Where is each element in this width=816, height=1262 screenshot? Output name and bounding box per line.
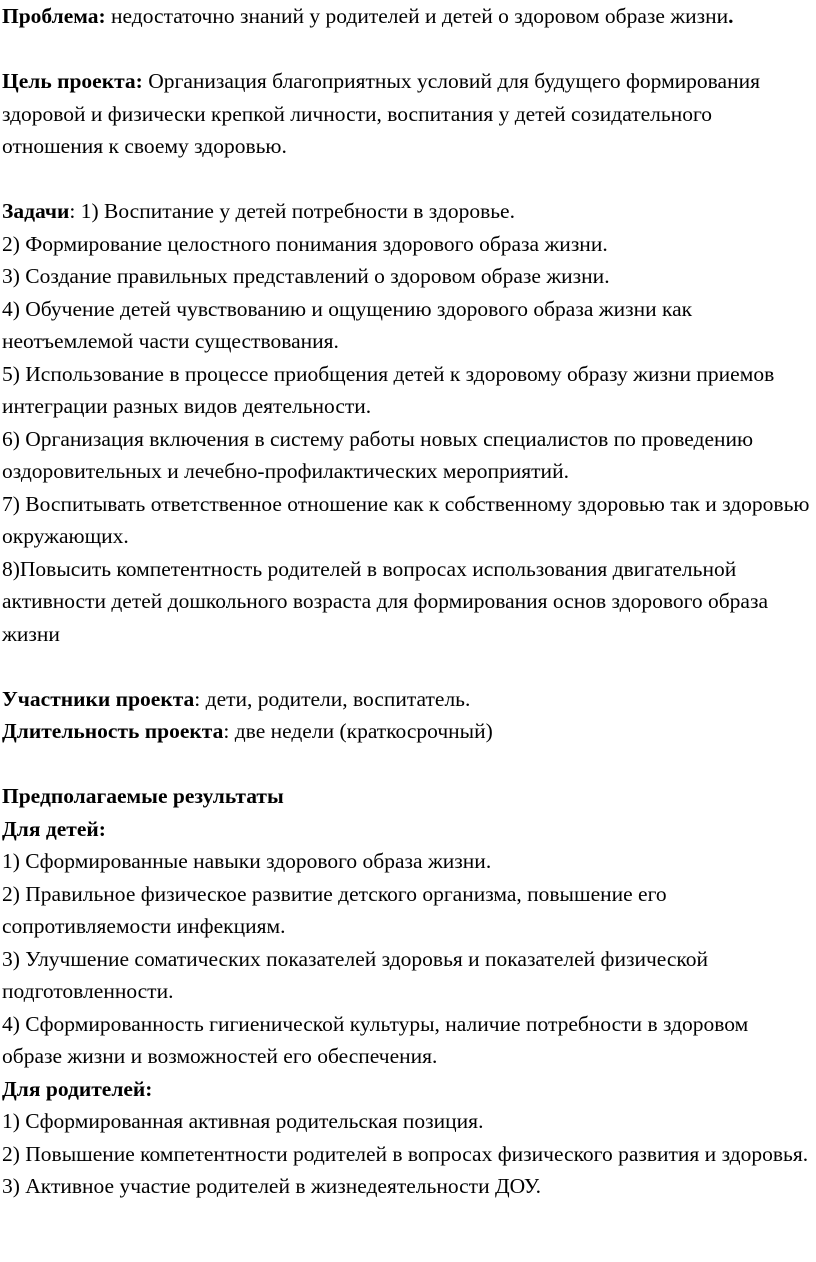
goal-label: Цель проекта: <box>2 69 143 93</box>
parents-item-1: 1) Сформированная активная родительская позиция. <box>2 1109 484 1133</box>
problem-paragraph <box>2 0 812 33</box>
tasks-item-3: 3) Создание правильных представлений о здоровом образе жизни. <box>2 264 610 288</box>
tasks-item-2: 2) Формирование целостного понимания здорового образа жизни. <box>2 231 608 256</box>
tasks-item-text: 1) Воспитание у детей потребности в здоровье. <box>75 199 515 223</box>
results-heading <box>2 780 812 813</box>
tasks-item-7: 7) Воспитывать ответственное отношение как к собственному здоровью так и здоровью окружающих. <box>2 491 810 548</box>
parents-heading-text: Для родителей: <box>2 1076 153 1101</box>
children-heading-text: Для детей: <box>2 816 106 841</box>
children-heading <box>2 813 812 846</box>
goal-paragraph <box>2 65 812 163</box>
children-item-4: 4) Сформированность гигиенической культуры, наличие потребности в здоровом образе жизни и возможностей его обеспечения. <box>2 1011 749 1068</box>
tasks-item-8: 8)Повысить компетентность родителей в вопросах использования двигательной активности детей дошкольного возраста для формирования основ здорового образа жизни <box>2 556 769 646</box>
tasks-item-6: 6) Организация включения в систему работы новых специалистов по проведению оздоровительных и лечебно-профилактических мероприятий. <box>2 426 754 483</box>
spacer <box>2 33 812 66</box>
spacer <box>2 163 812 196</box>
children-item-2: 2) Правильное физическое развитие детского организма, повышение его сопротивляемости инфекциям. <box>2 881 667 938</box>
parents-item-2: 2) Повышение компетентности родителей в вопросах физического развития и здоровья. <box>2 1141 809 1166</box>
problem-period: . <box>728 4 734 28</box>
tasks-colon: : <box>69 199 76 223</box>
parents-item-3: 3) Активное участие родителей в жизнедеятельности ДОУ. <box>2 1174 542 1198</box>
tasks-item-4: 4) Обучение детей чувствованию и ощущению здорового образа жизни как неотъемлемой части существования. <box>2 296 693 353</box>
spacer <box>2 650 812 683</box>
tasks-label: Задачи <box>2 199 70 223</box>
participants-text: : дети, родители, воспитатель. <box>194 686 471 711</box>
results-heading-text: Предполагаемые результаты <box>2 784 284 808</box>
parents-heading <box>2 1073 812 1106</box>
problem-text: недостаточно знаний у родителей и детей о здоровом образе жизни <box>105 4 729 28</box>
goal-text: Организация благоприятных условий для будущего формирования здоровой и физически крепкой личности, воспитания у детей созидательного отношения к своему здоровью. <box>2 69 760 158</box>
duration-label: Длительность проекта <box>2 719 224 743</box>
children-item-3: 3) Улучшение соматических показателей здоровья и показателей физической подготовленности. <box>2 946 708 1003</box>
participants-paragraph <box>2 683 812 716</box>
tasks-item-1 <box>2 195 812 228</box>
tasks-item-5: 5) Использование в процессе приобщения детей к здоровому образу жизни приемов интеграции разных видов деятельности. <box>2 361 775 418</box>
spacer <box>2 748 812 781</box>
duration-paragraph <box>2 715 812 748</box>
problem-label: Проблема: <box>2 4 106 28</box>
children-item-1: 1) Сформированные навыки здорового образа жизни. <box>2 849 492 873</box>
participants-label: Участники проекта <box>2 686 195 711</box>
duration-text: : две недели (краткосрочный) <box>223 719 493 743</box>
